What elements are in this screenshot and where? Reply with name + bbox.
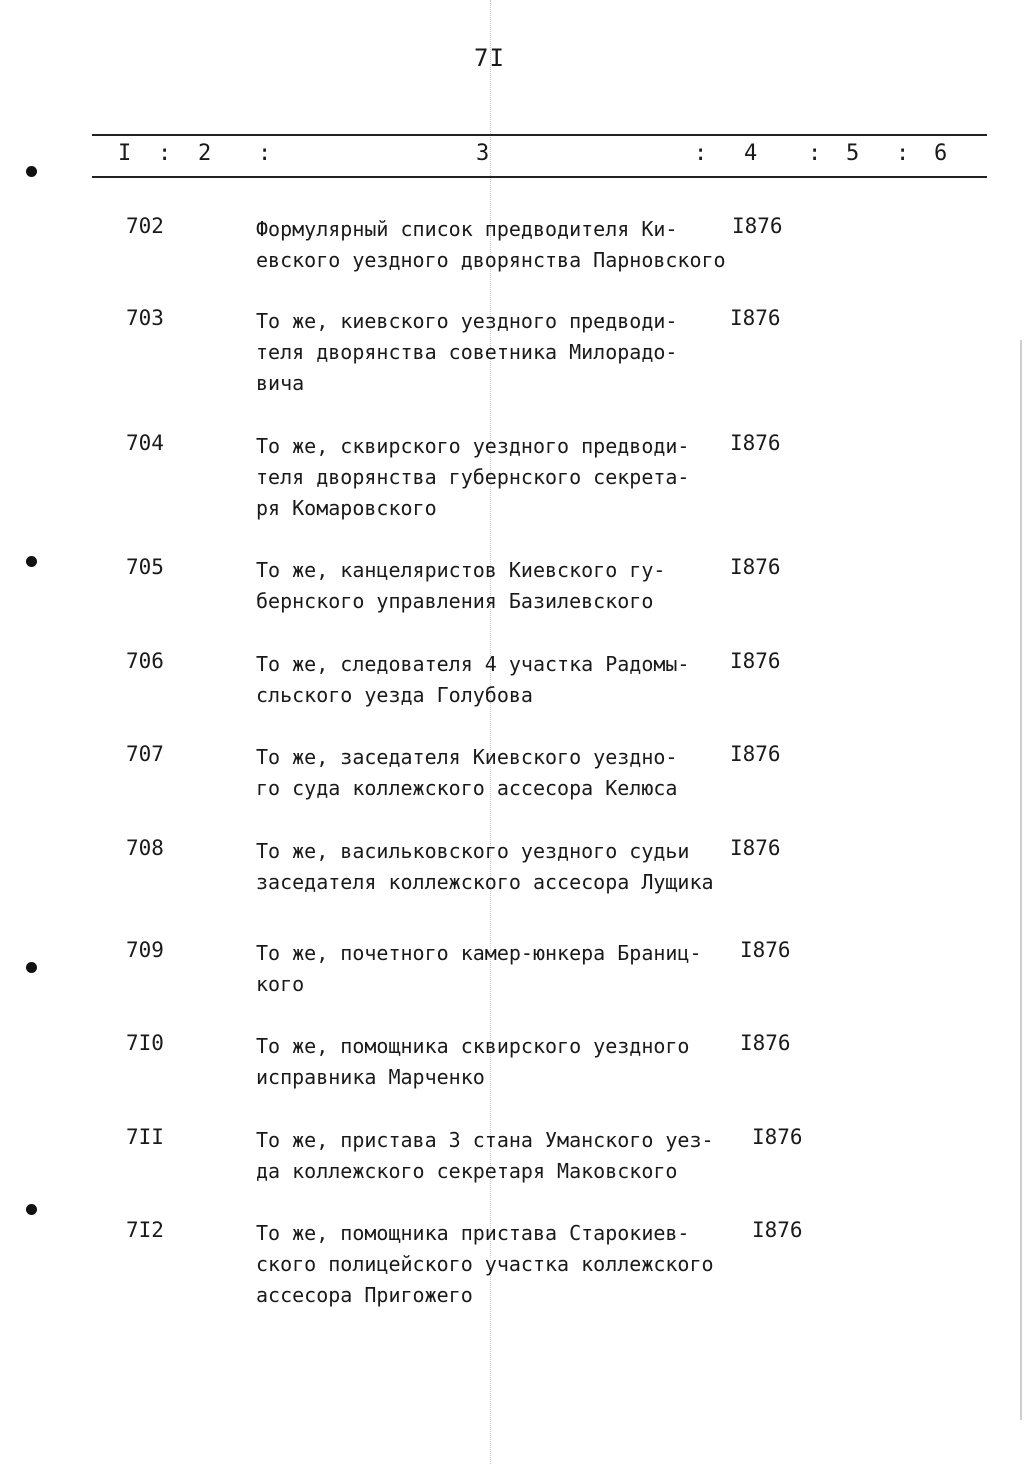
description-line: ря Комаровского bbox=[256, 496, 437, 520]
entry-number: 703 bbox=[126, 306, 164, 330]
entry-description bbox=[256, 1031, 776, 1093]
entry-number: 708 bbox=[126, 836, 164, 860]
description-line: евского уездного дворянства Парновского bbox=[256, 248, 726, 272]
header-separator: : bbox=[258, 141, 272, 166]
table-top-rule bbox=[92, 134, 987, 136]
entry-number: 7II bbox=[126, 1125, 164, 1149]
entry-number: 702 bbox=[126, 214, 164, 238]
header-separator: : bbox=[158, 141, 172, 166]
entry-number: 706 bbox=[126, 649, 164, 673]
description-line: го суда коллежского ассесора Келюса bbox=[256, 776, 678, 800]
entry-number: 7I0 bbox=[126, 1031, 164, 1055]
entry-number: 7I2 bbox=[126, 1218, 164, 1242]
description-line: сльского уезда Голубова bbox=[256, 683, 533, 707]
header-separator: : bbox=[808, 141, 822, 166]
entry-description bbox=[256, 742, 776, 804]
description-line: То же, помощника сквирского уездного bbox=[256, 1034, 690, 1058]
description-line: То же, васильковского уездного судьи bbox=[256, 839, 690, 863]
description-line: ского полицейского участка коллежского bbox=[256, 1252, 714, 1276]
header-col-5: 5 bbox=[846, 141, 860, 166]
header-col-2: 2 bbox=[198, 141, 212, 166]
description-line: То же, пристава 3 стана Уманского уез- bbox=[256, 1128, 714, 1152]
entry-year: I876 bbox=[752, 1125, 803, 1149]
entry-description bbox=[256, 1218, 776, 1311]
description-line: То же, заседателя Киевского уездно- bbox=[256, 745, 678, 769]
description-line: бернского управления Базилевского bbox=[256, 589, 654, 613]
description-line: исправника Марченко bbox=[256, 1065, 485, 1089]
table-header-rule bbox=[92, 176, 987, 178]
entry-year: I876 bbox=[730, 742, 781, 766]
description-line: То же, почетного камер-юнкера Браниц- bbox=[256, 941, 702, 965]
description-line: ассесора Пригожего bbox=[256, 1283, 473, 1307]
entry-year: I876 bbox=[752, 1218, 803, 1242]
entry-year: I876 bbox=[730, 431, 781, 455]
entry-description bbox=[256, 836, 776, 898]
page-edge-shadow bbox=[1020, 340, 1022, 1420]
header-separator: : bbox=[694, 141, 708, 166]
entry-description bbox=[256, 938, 776, 1000]
description-line: То же, сквирского уездного предводи- bbox=[256, 434, 690, 458]
description-line: кого bbox=[256, 972, 305, 996]
entry-year: I876 bbox=[730, 836, 781, 860]
entry-year: I876 bbox=[732, 214, 783, 238]
entry-number: 707 bbox=[126, 742, 164, 766]
description-line: теля дворянства советника Милорадо- bbox=[256, 340, 678, 364]
entry-number: 705 bbox=[126, 555, 164, 579]
entry-description bbox=[256, 306, 776, 399]
entry-year: I876 bbox=[740, 1031, 791, 1055]
entry-year: I876 bbox=[730, 555, 781, 579]
header-col-3: 3 bbox=[476, 141, 490, 166]
header-col-1: I bbox=[118, 141, 132, 166]
entry-description bbox=[256, 214, 776, 276]
description-line: То же, помощника пристава Старокиев- bbox=[256, 1221, 690, 1245]
description-line: Формулярный список предводителя Ки- bbox=[256, 217, 678, 241]
punch-hole bbox=[26, 962, 37, 973]
entry-year: I876 bbox=[730, 649, 781, 673]
description-line: вича bbox=[256, 371, 305, 395]
entry-number: 709 bbox=[126, 938, 164, 962]
entry-year: I876 bbox=[740, 938, 791, 962]
description-line: То же, канцеляристов Киевского гу- bbox=[256, 558, 666, 582]
entry-description bbox=[256, 431, 776, 524]
page-number: 7I bbox=[474, 44, 505, 72]
entry-year: I876 bbox=[730, 306, 781, 330]
punch-hole bbox=[26, 556, 37, 567]
description-line: То же, киевского уездного предводи- bbox=[256, 309, 678, 333]
header-separator: : bbox=[896, 141, 910, 166]
entry-number: 704 bbox=[126, 431, 164, 455]
entry-description bbox=[256, 1125, 776, 1187]
header-col-4: 4 bbox=[744, 141, 758, 166]
punch-hole bbox=[26, 1204, 37, 1215]
description-line: теля дворянства губернского секрета- bbox=[256, 465, 690, 489]
description-line: заседателя коллежского ассесора Лущика bbox=[256, 870, 714, 894]
description-line: То же, следователя 4 участка Радомы- bbox=[256, 652, 690, 676]
entry-description bbox=[256, 649, 776, 711]
table-header bbox=[0, 141, 1024, 171]
header-col-6: 6 bbox=[934, 141, 948, 166]
entry-description bbox=[256, 555, 776, 617]
description-line: да коллежского секретаря Маковского bbox=[256, 1159, 678, 1183]
